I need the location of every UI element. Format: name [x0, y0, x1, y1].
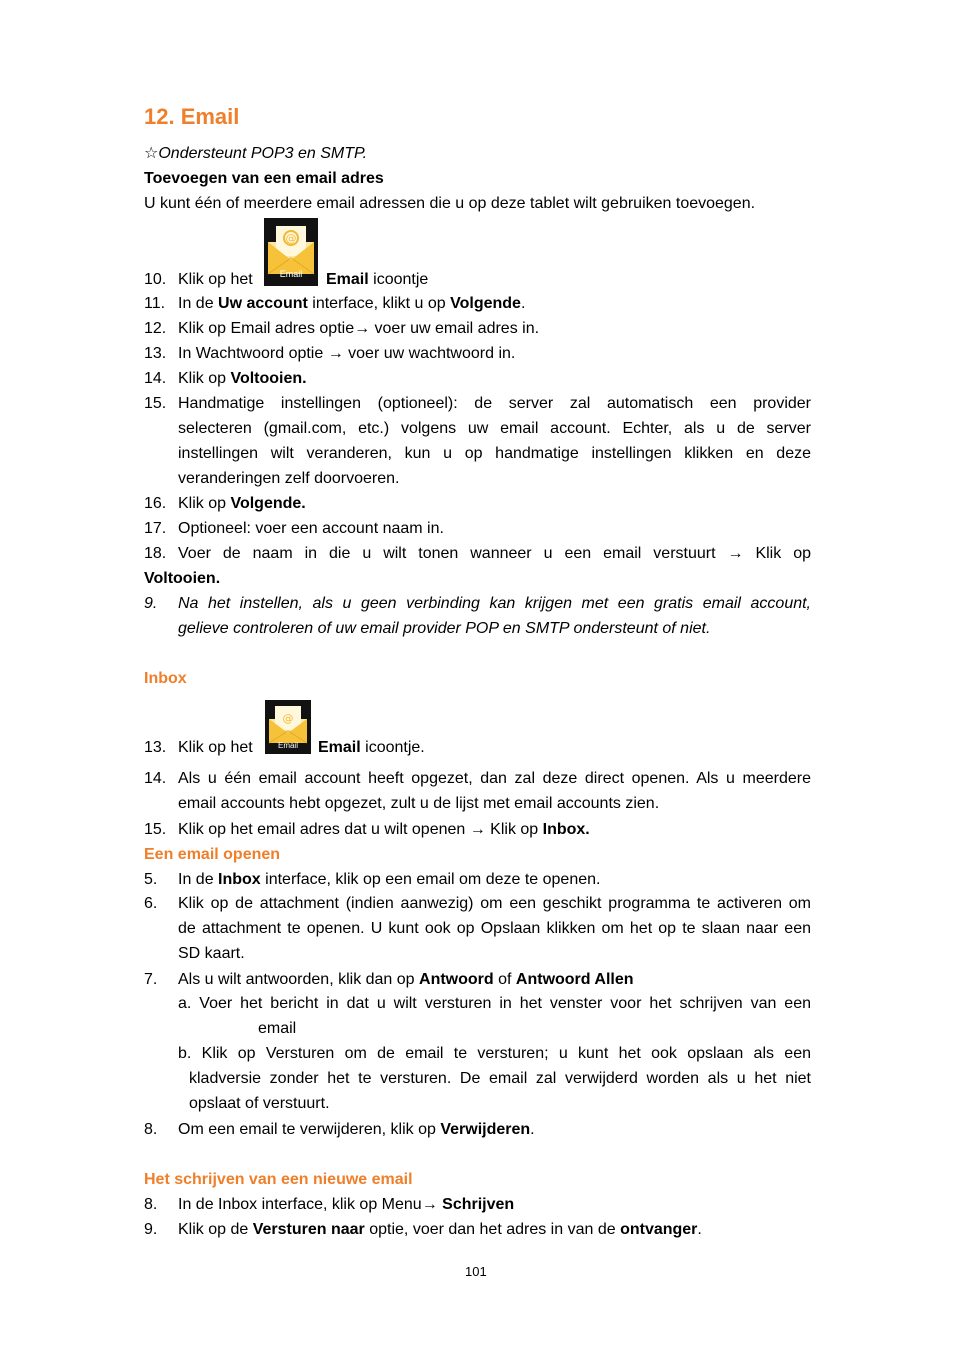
step-text: instellingen wilt veranderen, kun u op handmatige instellingen klikken en deze — [178, 445, 811, 462]
step-number: 14. — [144, 370, 167, 387]
step-text: Klik op het email adres dat u wilt openen → Klik op Inbox. — [178, 821, 590, 838]
icon-caption: Email — [277, 741, 298, 750]
step-number: 16. — [144, 495, 167, 512]
step-number: 8. — [144, 1121, 158, 1138]
step-number: 6. — [144, 895, 158, 912]
svg-text:@: @ — [282, 712, 294, 725]
page-number: 101 — [465, 1264, 487, 1279]
step-text: veranderingen zelf doorvoeren. — [178, 470, 400, 487]
email-icon — [264, 218, 318, 286]
add-heading: Toevoegen van een email adres — [144, 170, 384, 187]
substep-text: kladversie zonder het te versturen. De email zal verwijderd worden als u het niet — [189, 1070, 811, 1087]
step-text: de attachment te openen. U kunt ook op Opslaan klikken om het op te slaan naar een — [178, 920, 811, 937]
step-text: Klik op de attachment (indien aanwezig) om een geschikt programma te activeren om — [178, 895, 811, 912]
step-number: 13. — [144, 739, 167, 756]
substep-text: email — [258, 1020, 297, 1037]
step-text: In Wachtwoord optie → voer uw wachtwoord in. — [178, 345, 516, 362]
step-text: Klik op Volgende. — [178, 495, 306, 512]
step-text: In de Uw account interface, klikt u op Volgende. — [178, 295, 526, 312]
step-text: Email icoontje. — [318, 739, 425, 756]
step-text: In de Inbox interface, klik op Menu→ Schrijven — [178, 1196, 515, 1213]
supports-text: Ondersteunt POP3 en SMTP. — [158, 145, 368, 162]
step-text: email accounts hebt opgezet, zult u de lijst met email accounts zien. — [178, 795, 660, 812]
step-text: Handmatige instellingen (optioneel): de server zal automatisch een provider — [178, 395, 811, 412]
step-number: 15. — [144, 395, 167, 412]
step-text: Voltooien. — [144, 570, 221, 587]
step-text: Als u wilt antwoorden, klik dan op Antwoord of Antwoord Allen — [178, 971, 634, 988]
step-text: Klik op Email adres optie→ voer uw email adres in. — [178, 320, 540, 337]
icon-caption: Email — [279, 269, 303, 279]
star-icon: ☆ — [144, 145, 159, 162]
page-title: 12. Email — [144, 104, 240, 129]
step-text: gelieve controleren of uw email provider POP en SMTP ondersteunt of niet. — [178, 620, 711, 637]
supports-note — [144, 144, 367, 164]
inbox-heading: Inbox — [144, 670, 187, 687]
step-number: 15. — [144, 821, 167, 838]
step-text: Klik op de Versturen naar optie, voer dan het adres in van de ontvanger. — [178, 1221, 702, 1238]
intro-text: U kunt één of meerdere email adressen die u op deze tablet wilt gebruiken toevoegen. — [144, 195, 756, 212]
substep-text: a. Voer het bericht in dat u wilt versturen in het venster voor het schrijven van een — [178, 995, 811, 1012]
step-text: Klik op het — [178, 271, 253, 288]
step-number: 14. — [144, 770, 167, 787]
step-text: SD kaart. — [178, 945, 245, 962]
open-heading: Een email openen — [144, 846, 281, 863]
write-heading: Het schrijven van een nieuwe email — [144, 1171, 413, 1188]
step-text: selecteren (gmail.com, etc.) volgens uw email account. Echter, als u de server — [178, 420, 811, 437]
step-text: Als u één email account heeft opgezet, dan zal deze direct openen. Als u meerdere — [178, 770, 811, 787]
step-number: 7. — [144, 971, 158, 988]
step-text: Email icoontje — [326, 271, 429, 288]
step-number: 11. — [144, 295, 166, 312]
step-text: Voer de naam in die u wilt tonen wanneer u een email verstuurt → Klik op — [178, 545, 811, 562]
step-number: 8. — [144, 1196, 158, 1213]
svg-text:@: @ — [285, 232, 297, 245]
substep-text: b. Klik op Versturen om de email te versturen; u kunt het ook opslaan als een — [178, 1045, 811, 1062]
email-icon — [265, 700, 311, 754]
step-number: 18. — [144, 545, 167, 562]
step-number: 10. — [144, 271, 167, 288]
step-text: Optioneel: voer een account naam in. — [178, 520, 444, 537]
step-number: 12. — [144, 320, 167, 337]
step-number: 9. — [144, 1221, 158, 1238]
step-number: 17. — [144, 520, 167, 537]
step-number: 5. — [144, 871, 158, 888]
step-text: In de Inbox interface, klik op een email om deze te openen. — [178, 871, 601, 888]
step-text: Om een email te verwijderen, klik op Verwijderen. — [178, 1121, 535, 1138]
step-number: 13. — [144, 345, 167, 362]
step-text: Klik op Voltooien. — [178, 370, 307, 387]
step-text: Klik op het — [178, 739, 253, 756]
step-number: 9. — [144, 595, 158, 612]
step-text: Na het instellen, als u geen verbinding kan krijgen met een gratis email account, — [178, 595, 811, 612]
substep-text: opslaat of verstuurt. — [189, 1095, 330, 1112]
